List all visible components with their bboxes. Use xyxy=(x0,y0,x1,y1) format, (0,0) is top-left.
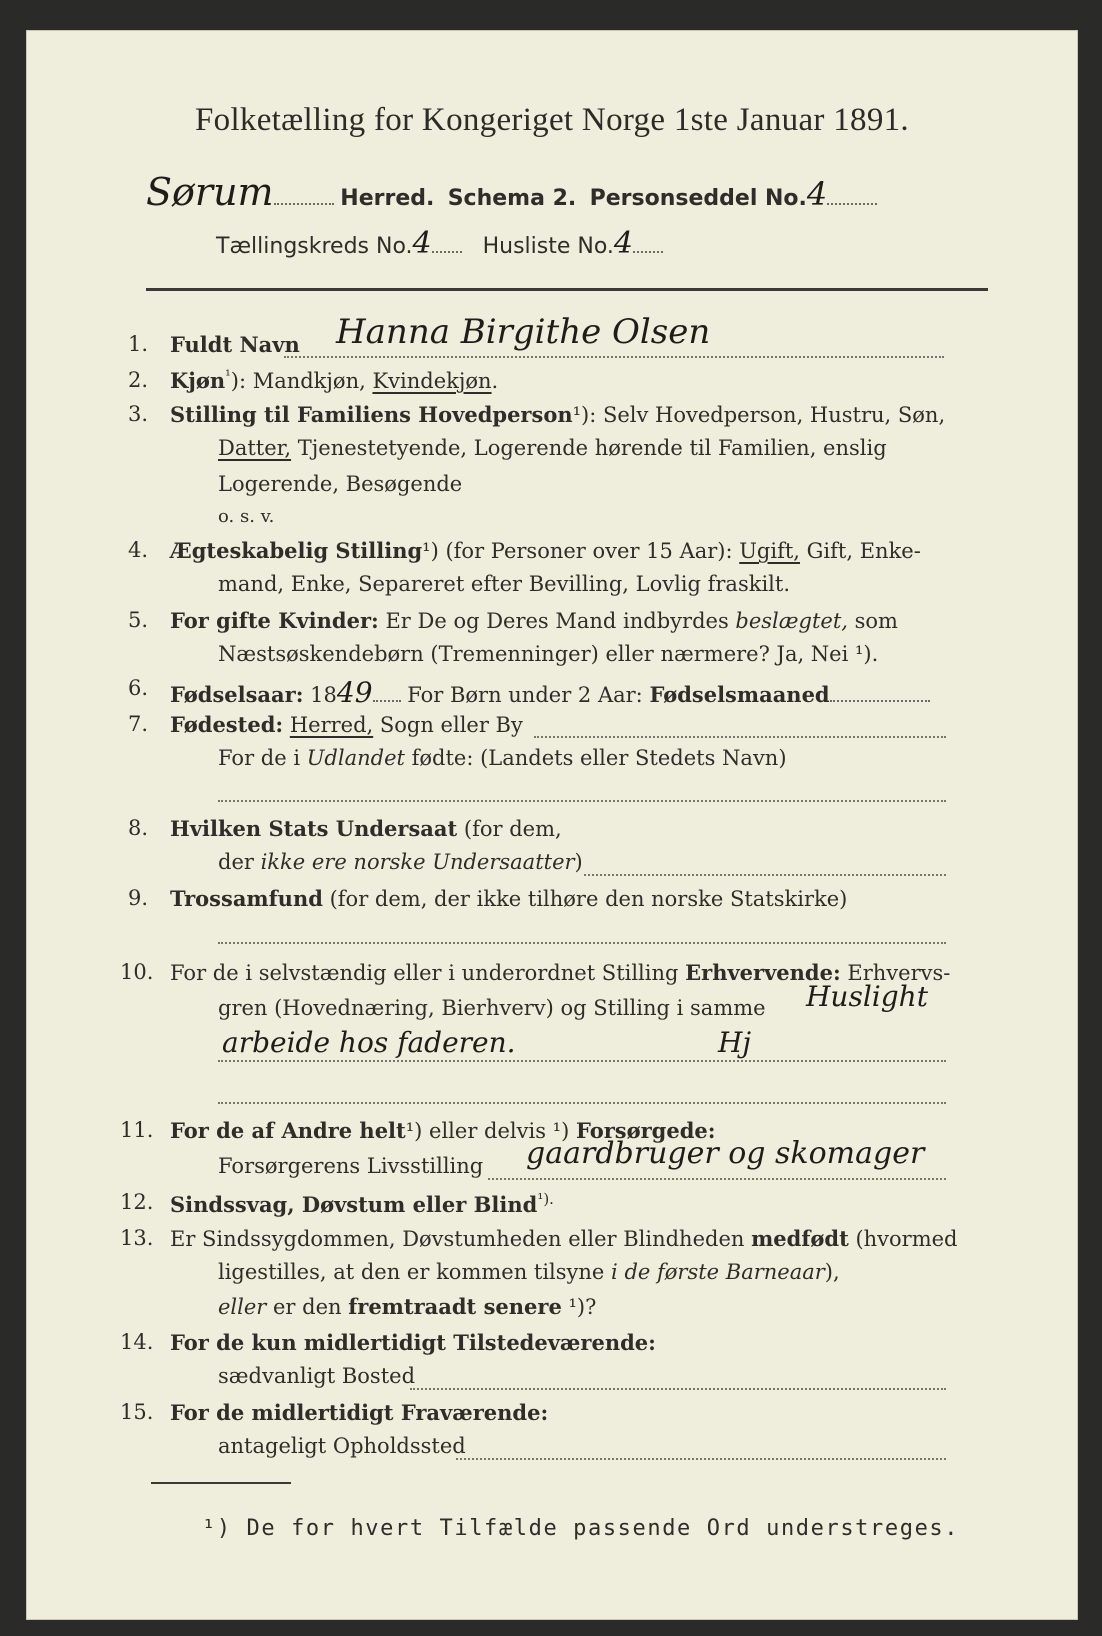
q6-line: Fødselsaar: 1849 For Børn under 2 Aar: Fødselsmaaned xyxy=(170,676,930,709)
q11-line1: For de af Andre helt¹) eller delvis ¹) Forsørgede: xyxy=(170,1118,716,1143)
header-divider xyxy=(146,288,988,291)
q4-ugift-underlined: Ugift, xyxy=(739,539,800,563)
q3-datter-underlined: Datter, xyxy=(218,436,292,460)
q9-dotted-line xyxy=(218,942,946,944)
q10-handwritten-1: Huslight xyxy=(806,980,928,1013)
q1-label: Fuldt Navn xyxy=(170,332,300,357)
herred-label: Herred. xyxy=(340,186,435,211)
q14-number: 14. xyxy=(120,1330,154,1354)
q7-line2: For de i Udlandet fødte: (Landets eller Stedets Navn) xyxy=(218,746,787,770)
q15-line2: antageligt Opholdssted xyxy=(218,1434,466,1458)
q12-number: 12. xyxy=(120,1190,154,1214)
q11-line2: Forsørgerens Livsstilling xyxy=(218,1154,484,1178)
q5-line2: Næstsøskendebørn (Tremenninger) eller nærmere? Ja, Nei ¹). xyxy=(218,642,879,666)
q10-number: 10. xyxy=(120,960,154,984)
footnote: ¹) De for hvert Tilfælde passende Ord understreges. xyxy=(202,1516,960,1541)
q4-line1: Ægteskabelig Stilling¹) (for Personer over 15 Aar): Ugift, Gift, Enke- xyxy=(170,538,921,563)
q4-line2: mand, Enke, Separeret efter Bevilling, Lovlig fraskilt. xyxy=(218,572,791,596)
husliste-label: Husliste No. xyxy=(482,234,614,259)
q12-line: Sindssvag, Døvstum eller Blind$^{^1).}$ xyxy=(170,1190,554,1217)
q8-line1: Hvilken Stats Undersaat (for dem, xyxy=(170,816,562,841)
kreds-label: Tællingskreds No. xyxy=(216,234,413,259)
q8-dotted-line xyxy=(584,874,946,876)
q3-line2: Datter, Tjenestetyende, Logerende hørende til Familien, enslig xyxy=(218,436,887,460)
q10-dotted-line-1 xyxy=(218,1060,946,1062)
q13-line1: Er Sindssygdommen, Døvstumheden eller Blindheden medfødt (hvormed xyxy=(170,1226,958,1251)
q1-dotted-line xyxy=(284,356,944,358)
q11-number: 11. xyxy=(120,1118,154,1142)
husliste-number: 4 xyxy=(613,226,634,261)
q10-line1: For de i selvstændig eller i underordnet Stilling Erhvervende: Erhvervs- xyxy=(170,960,951,985)
q6-number: 6. xyxy=(128,676,149,700)
q10-handwritten-2: arbeide hos faderen. xyxy=(222,1026,516,1059)
footnote-divider xyxy=(151,1482,291,1484)
q3-line3: Logerende, Besøgende xyxy=(218,472,463,496)
q7-dotted-line-2 xyxy=(218,800,946,802)
herred-line xyxy=(146,170,877,214)
q10-line2: gren (Hovednæring, Bierhverv) og Stilling i samme xyxy=(218,996,766,1020)
q1-name-handwritten: Hanna Birgithe Olsen xyxy=(336,312,711,352)
q14-line2: sædvanligt Bosted xyxy=(218,1364,416,1388)
q7-number: 7. xyxy=(128,712,149,736)
q15-line1: For de midlertidigt Fraværende: xyxy=(170,1400,549,1425)
q10-handwritten-3: Hj xyxy=(718,1026,752,1059)
q9-number: 9. xyxy=(128,886,149,910)
q3-line4: o. s. v. xyxy=(218,506,275,527)
schema-label: Schema 2. xyxy=(447,186,577,211)
form-title: Folketælling for Kongeriget Norge 1ste Januar 1891. xyxy=(195,102,909,138)
q7-line1: Fødested: Herred, Sogn eller By xyxy=(170,712,523,737)
q11-dotted-line xyxy=(488,1178,946,1180)
q14-line1: For de kun midlertidigt Tilstedeværende: xyxy=(170,1330,656,1355)
q13-line2: ligestilles, at den er kommen tilsyne i de første Barneaar), xyxy=(218,1260,840,1284)
q15-number: 15. xyxy=(120,1400,154,1424)
q11-provider-handwritten: gaardbruger og skomager xyxy=(526,1136,925,1171)
q9-line: Trossamfund (for dem, der ikke tilhøre den norske Statskirke) xyxy=(170,886,848,911)
personseddel-number: 4 xyxy=(806,175,828,213)
q13-line3: eller er den fremtraadt senere ¹)? xyxy=(218,1294,597,1319)
q10-dotted-line-2 xyxy=(218,1102,946,1104)
q2-kvindekjon-underlined: Kvindekjøn xyxy=(372,369,492,393)
q7-herred-underlined: Herred, xyxy=(289,713,374,737)
q3-line1: Stilling til Familiens Hovedperson¹): Selv Hovedperson, Hustru, Søn, xyxy=(170,402,946,427)
kreds-number: 4 xyxy=(412,226,432,261)
q7-dotted-line xyxy=(534,736,946,738)
q4-number: 4. xyxy=(128,538,149,562)
personseddel-label: Personseddel No. xyxy=(589,186,807,211)
q13-number: 13. xyxy=(120,1226,154,1250)
q15-dotted-line xyxy=(456,1458,946,1460)
kreds-line xyxy=(216,226,663,261)
q8-number: 8. xyxy=(128,816,149,840)
q2-number: 2. xyxy=(128,368,149,392)
herred-name-handwritten: Sørum xyxy=(146,170,274,214)
q6-birth-year-handwritten: 49 xyxy=(336,676,373,709)
q1-number: 1. xyxy=(128,332,149,356)
q14-dotted-line xyxy=(410,1388,946,1390)
q5-line1: For gifte Kvinder: Er De og Deres Mand indbyrdes beslægtet, som xyxy=(170,608,898,633)
q3-number: 3. xyxy=(128,402,149,426)
q5-number: 5. xyxy=(128,608,149,632)
q2-text: Kjøn$^{^1}$): Mandkjøn, Kvindekjøn. xyxy=(170,368,499,393)
q8-line2: der ikke ere norske Undersaatter) xyxy=(218,850,583,874)
census-form-sheet xyxy=(26,30,1078,1620)
